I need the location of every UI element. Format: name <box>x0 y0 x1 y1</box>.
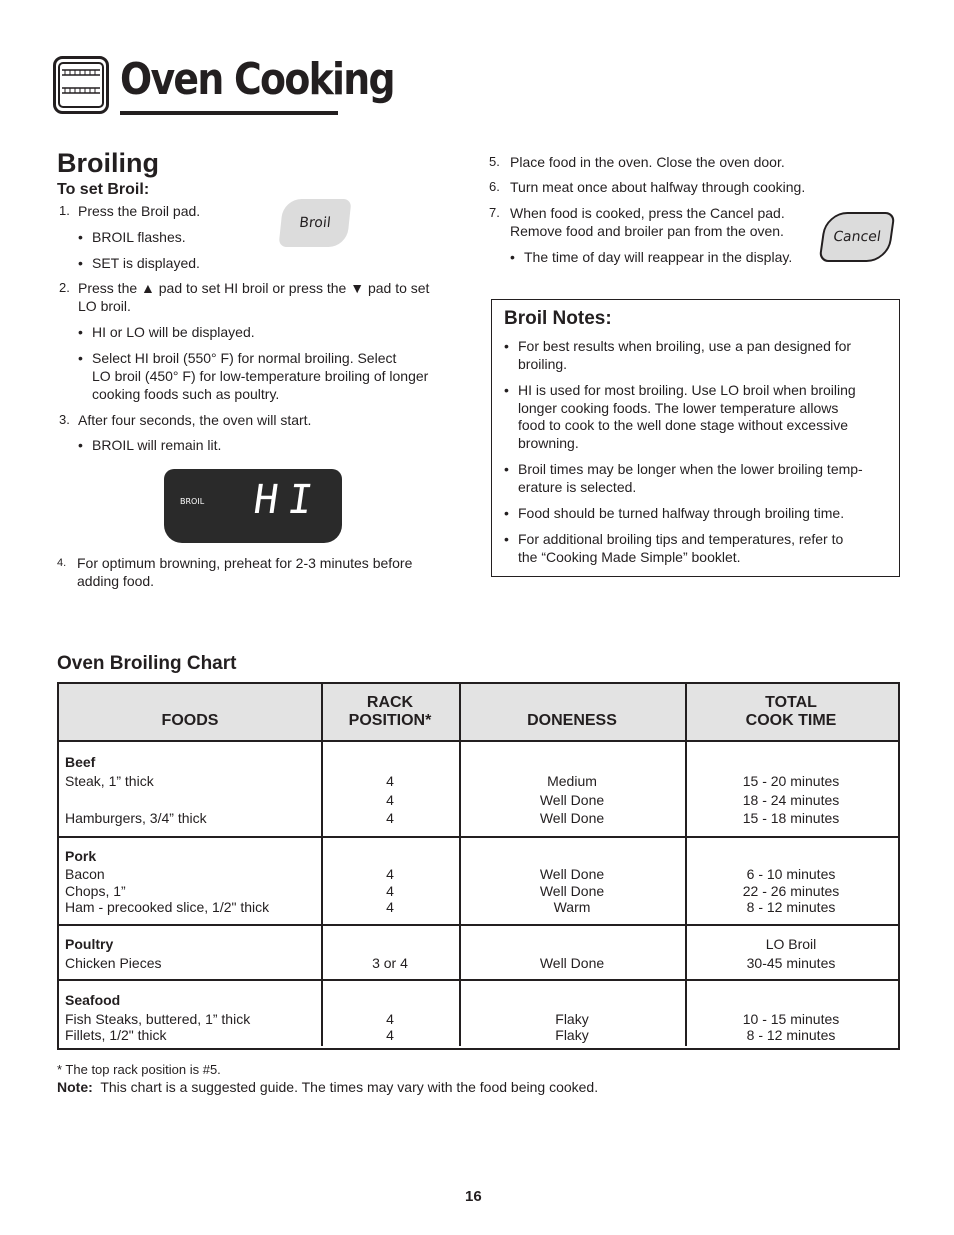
section-title: Broiling <box>57 148 159 178</box>
time-cell: 8 - 12 minutes <box>746 1027 836 1043</box>
title-underline <box>120 111 338 115</box>
row-divider <box>59 979 898 981</box>
step-7 <box>510 204 785 240</box>
step-1-bullet-1: • BROIL flashes. <box>92 228 186 246</box>
step-number: 6. <box>489 179 500 194</box>
doneness-cell: Medium <box>547 773 597 789</box>
header-line: TOTAL <box>765 694 817 711</box>
note-text: This chart is a suggested guide. The times may vary with the food being cooked. <box>100 1079 599 1095</box>
food-cell: Fish Steaks, buttered, 1” thick <box>65 1011 251 1027</box>
note-line: browning. <box>518 434 579 451</box>
rack-cell: 4 <box>386 883 394 899</box>
time-cell: 18 - 24 minutes <box>742 792 840 808</box>
step-4 <box>77 554 412 590</box>
note-item <box>518 505 888 523</box>
oven-icon <box>53 56 109 116</box>
column-divider <box>459 684 461 1046</box>
note-line: erature is selected. <box>518 478 637 495</box>
rack-cell: 4 <box>386 1011 394 1027</box>
rack-cell: 4 <box>386 810 394 826</box>
column-divider <box>321 684 323 1046</box>
step-number: 4. <box>57 557 67 569</box>
display-broil-label: BROIL <box>180 497 205 506</box>
step-2-bullet-2-line-1: • Select HI broil (550° F) for normal broiling. Select <box>92 350 397 366</box>
step-7-bullet-1: • The time of day will reappear in the display. <box>524 248 792 266</box>
note-line: • Food should be turned halfway through broiling time. <box>518 505 845 521</box>
food-cell: Chicken Pieces <box>65 955 162 971</box>
doneness-cell: Well Done <box>539 810 605 826</box>
header-doneness: DONENESS <box>527 712 617 729</box>
note-label: Note: <box>57 1079 93 1095</box>
step-2-bullet-2-line-2: LO broil (450° F) for low-temperature broiling of longer <box>92 368 429 384</box>
doneness-cell: Well Done <box>539 866 605 882</box>
food-cell: Chops, 1” <box>65 883 126 899</box>
group-poultry: Poultry <box>65 936 114 952</box>
time-cell: 6 - 10 minutes <box>746 866 836 882</box>
group-pork: Pork <box>65 848 97 864</box>
time-note-cell: LO Broil <box>765 936 817 952</box>
doneness-cell: Flaky <box>555 1011 589 1027</box>
cancel-pad-label: Cancel <box>832 229 882 245</box>
rack-cell: 4 <box>386 899 394 915</box>
rack-cell: 4 <box>386 773 394 789</box>
header-foods: FOODS <box>161 712 219 729</box>
page-title: Oven Cooking <box>120 54 394 105</box>
note-line: the “Cooking Made Simple” booklet. <box>518 548 741 565</box>
header-total-cook-time <box>685 694 897 730</box>
step-number: 5. <box>489 154 500 169</box>
subhead-set-broil: To set Broil: <box>57 181 150 198</box>
food-cell: Ham - precooked slice, 1/2" thick <box>65 899 270 915</box>
note-line: longer cooking foods. The lower temperature allows <box>518 399 839 416</box>
food-cell: Steak, 1” thick <box>65 773 154 789</box>
chart-title: Oven Broiling Chart <box>57 653 237 674</box>
step-7-line-2: Remove food and broiler pan from the oven. <box>510 223 784 239</box>
note-line: • Broil times may be longer when the lower broiling temp- <box>518 461 863 477</box>
note-line: • For best results when broiling, use a pan designed for <box>518 338 852 354</box>
note-item <box>518 382 888 452</box>
column-divider <box>685 684 687 1046</box>
step-number: 7. <box>489 205 500 220</box>
group-beef: Beef <box>65 754 96 770</box>
page-number: 16 <box>465 1188 482 1205</box>
rack-cell: 3 or 4 <box>372 955 408 971</box>
cancel-pad-button[interactable] <box>818 212 895 262</box>
time-cell: 15 - 18 minutes <box>742 810 840 826</box>
note-line: food to cook to the well done stage without excessive <box>518 417 848 433</box>
doneness-cell: Well Done <box>539 955 605 971</box>
time-cell: 15 - 20 minutes <box>742 773 840 789</box>
doneness-cell: Well Done <box>539 883 605 899</box>
food-cell: Hamburgers, 3/4” thick <box>65 810 207 826</box>
group-seafood: Seafood <box>65 992 121 1008</box>
time-cell: 10 - 15 minutes <box>742 1011 840 1027</box>
step-5: Place food in the oven. Close the oven door. <box>510 154 785 170</box>
step-1-bullet-2: • SET is displayed. <box>92 254 200 272</box>
note-line: broiling. <box>518 355 568 372</box>
chart-note <box>57 1078 598 1096</box>
time-cell: 22 - 26 minutes <box>742 883 840 899</box>
broiling-chart-table <box>57 682 900 1050</box>
step-3: After four seconds, the oven will start. <box>78 412 312 428</box>
header-line: RACK <box>366 694 414 711</box>
broil-pad-label: Broil <box>298 215 332 231</box>
step-6: Turn meat once about halfway through cooking. <box>510 179 806 195</box>
step-2-bullet-2 <box>92 349 428 403</box>
header-line: POSITION* <box>348 712 432 729</box>
doneness-cell: Warm <box>553 899 591 915</box>
display-value: HI <box>250 477 326 523</box>
step-number: 2. <box>59 280 70 295</box>
doneness-cell: Flaky <box>555 1027 589 1043</box>
header-line: COOK TIME <box>745 712 837 729</box>
step-number: 1. <box>59 203 70 218</box>
broil-notes-box <box>491 299 900 577</box>
step-number: 3. <box>59 412 70 427</box>
note-line: • For additional broiling tips and temperatures, refer to <box>518 531 844 547</box>
note-line: • HI is used for most broiling. Use LO broil when broiling <box>518 382 856 398</box>
step-2-line-1: Press the ▲ pad to set HI broil or press the ▼ pad to set <box>78 280 430 296</box>
broil-pad-button[interactable] <box>278 199 351 247</box>
step-2-line-2: LO broil. <box>78 298 131 314</box>
step-7-line-1: When food is cooked, press the Cancel pad. <box>510 205 785 221</box>
time-cell: 8 - 12 minutes <box>746 899 836 915</box>
food-cell: Bacon <box>65 866 105 882</box>
rack-cell: 4 <box>386 866 394 882</box>
row-divider <box>59 836 898 838</box>
note-item <box>518 531 888 566</box>
rack-cell: 4 <box>386 792 394 808</box>
header-rack-position <box>321 694 459 730</box>
step-4-line-2: adding food. <box>77 573 155 589</box>
rack-cell: 4 <box>386 1027 394 1043</box>
doneness-cell: Well Done <box>539 792 605 808</box>
step-2 <box>78 279 429 315</box>
oven-display <box>164 469 342 543</box>
row-divider <box>59 924 898 926</box>
step-1: Press the Broil pad. <box>78 203 201 219</box>
note-item <box>518 461 888 496</box>
broil-notes-title: Broil Notes: <box>504 308 612 329</box>
step-2-bullet-1: • HI or LO will be displayed. <box>92 323 255 341</box>
time-cell: 30-45 minutes <box>746 955 836 971</box>
note-item <box>518 338 888 373</box>
rack-footnote: * The top rack position is #5. <box>57 1062 221 1077</box>
step-4-line-1: For optimum browning, preheat for 2-3 minutes before <box>77 555 413 571</box>
step-2-bullet-2-line-3: cooking foods such as poultry. <box>92 386 280 402</box>
step-3-bullet-1: • BROIL will remain lit. <box>92 436 221 454</box>
food-cell: Fillets, 1/2" thick <box>65 1027 167 1043</box>
